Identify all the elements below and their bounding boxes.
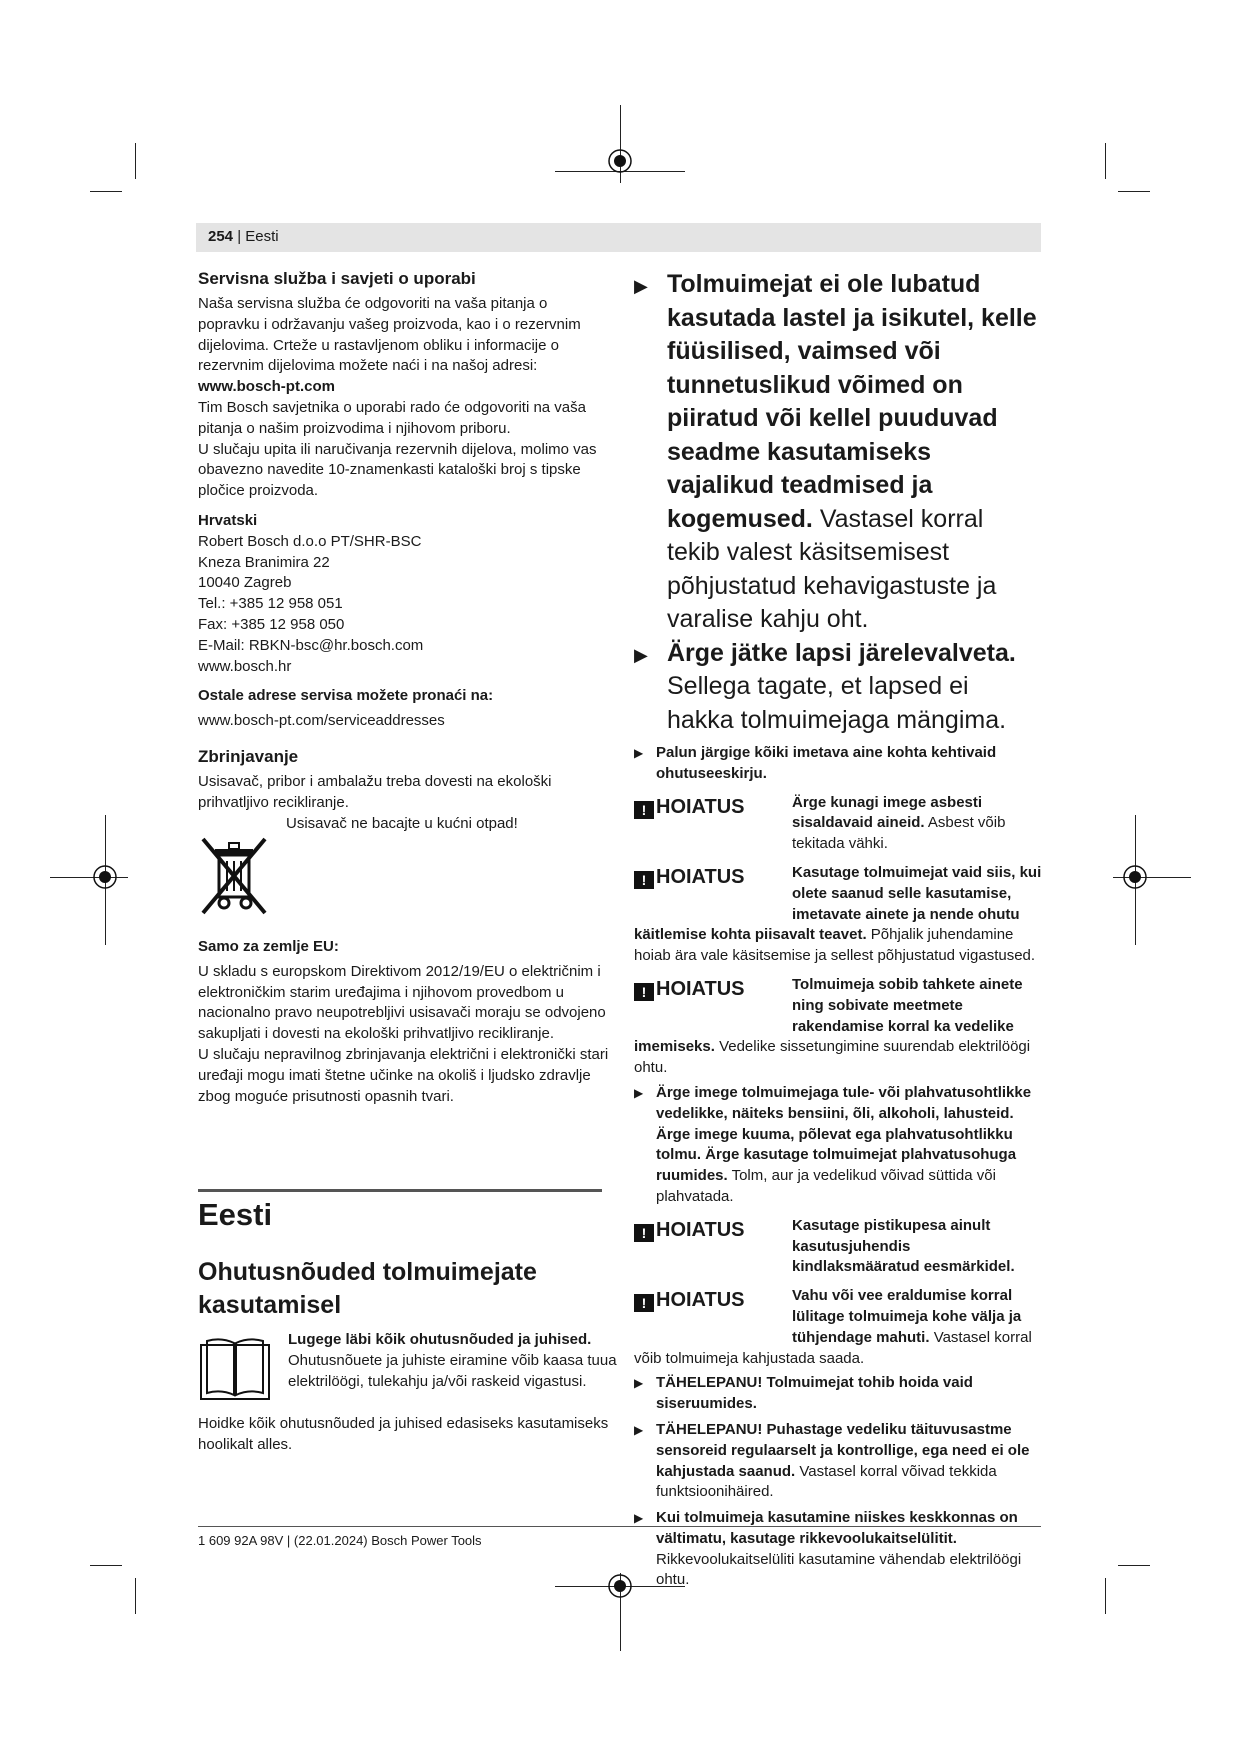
bullet-bold: TÄHELEPANU! Tolmuimejat tohib hoida vaid siseruumides. bbox=[656, 1374, 973, 1413]
address-line: E-Mail: RBKN-bsc@hr.bosch.com bbox=[198, 636, 424, 654]
warning-bold: Tolmuimeja sobib tahkete ainete ning sobivate meetmete rakendamise korral ka vedelike imemiseks. bbox=[634, 975, 1023, 1056]
warning-label bbox=[634, 1288, 792, 1332]
footer-divider bbox=[198, 1526, 1041, 1527]
warning-text: Põhjalik juhendamine hoiab ära vale käsitsemise ja sellest põhjustatud vigastused. bbox=[634, 926, 1036, 965]
weee-bin-icon bbox=[199, 833, 271, 918]
language-section-title: Eesti bbox=[198, 1197, 273, 1232]
bullet-text: Vastasel korral võivad tekkida funktsioonihäired. bbox=[656, 1462, 997, 1501]
bullet-icon: ▶ bbox=[634, 1376, 644, 1391]
warning-bold: Kasutage tolmuimejat vaid siis, kui olete saanud selle kasutamise, imetavate ainete ja nende ohutu käitlemise kohta piisavalt teavet. bbox=[634, 863, 1042, 944]
warning-label-text: HOIATUS bbox=[656, 1289, 745, 1312]
warning-block bbox=[634, 793, 1042, 855]
list-item bbox=[634, 637, 1042, 738]
service-text: Naša servisna služba će odgovoriti na vaša pitanja o popravku i održavanju vašeg proizvoda, kao i o rezervnim dijelovima. Crteže u rastavljenom obliku i informacije o rezervnim dijelovima možete naći i na našoj adresi: bbox=[198, 295, 581, 375]
warning-bold: Vahu või vee eraldumise korral lülitage tolmuimeja kohe välja ja tühjendage mahuti. bbox=[792, 1287, 1022, 1346]
section-divider bbox=[198, 1189, 602, 1192]
bullet-text: Tolm, aur ja vedelikud võivad süttida või plahvatada. bbox=[656, 1167, 996, 1205]
keep-instructions: Hoidke kõik ohutusnõuded ja juhised edasiseks kasutamiseks hoolikalt alles. bbox=[198, 1415, 609, 1453]
address-line: Fax: +385 12 958 050 bbox=[198, 615, 345, 633]
bullet-text: Sellega tagate, et lapsed ei hakka tolmuimejaga mängima. bbox=[667, 672, 1007, 734]
bullet-icon: ▶ bbox=[634, 1511, 644, 1526]
service-heading: Servisna služba i savjeti o uporabi bbox=[198, 269, 476, 288]
bullet-icon: ▶ bbox=[634, 1422, 644, 1437]
bullet-text: Rikkevoolukaitselüliti kasutamine vähendab elektrilöögi ohtu. bbox=[656, 1550, 1022, 1589]
read-bold: Lugege läbi kõik ohutusnõuded ja juhised. bbox=[288, 1331, 592, 1348]
crop-mark bbox=[90, 1565, 122, 1566]
bullet-text: Vastasel korral tekib valest käsitsemisest põhjustatud kehavigastuste ja varalise kahju oht. bbox=[667, 504, 997, 633]
bullet-bold: Ärge jätke lapsi järelevalveta. bbox=[667, 638, 1016, 667]
address-line: Tel.: +385 12 958 051 bbox=[198, 595, 343, 613]
crop-mark bbox=[1105, 1578, 1106, 1614]
country-label: Hrvatski bbox=[198, 511, 258, 529]
eu-text: U skladu s europskom Direktivom 2012/19/EU o električnim i elektroničkim starim uređajima i njihovom provedbom u nacionalno pravo neupotrebljivi usisavači moraju se odvojeno sakupljati i dovesti na ekološki prihvatljivo recikliranje. bbox=[198, 962, 606, 1043]
page-number-value: 254 bbox=[208, 228, 234, 245]
crop-mark bbox=[1118, 1565, 1150, 1566]
warning-text: Asbest võib tekitada vähki. bbox=[792, 814, 1006, 853]
warning-bold: Ärge kunagi imege asbesti sisaldavaid aineid. bbox=[792, 793, 983, 832]
warning-label bbox=[634, 795, 792, 839]
bullet-bold: Kui tolmuimeja kasutamine niiskes keskkonnas on vältimatu, kasutage rikkevoolukaitselülitit. bbox=[656, 1509, 1018, 1547]
list-item bbox=[634, 1083, 1042, 1208]
warning-label bbox=[634, 865, 792, 909]
warning-label-text: HOIATUS bbox=[656, 865, 745, 888]
warning-text: Vastasel korral võib tolmuimeja kahjustada saada. bbox=[634, 1328, 1032, 1367]
bullet-icon: ▶ bbox=[634, 746, 644, 760]
left-column bbox=[198, 268, 608, 834]
warning-label-text: HOIATUS bbox=[656, 1218, 745, 1241]
service-text: Tim Bosch savjetnika o uporabi rado će odgovoriti na vaša pitanja o našim proizvodima i njihovom priboru. bbox=[198, 398, 586, 437]
warning-block bbox=[634, 1286, 1042, 1369]
manual-book-icon bbox=[199, 1335, 271, 1403]
service-url[interactable]: www.bosch-pt.com bbox=[198, 378, 335, 396]
warning-triangle-icon: ! bbox=[634, 983, 654, 1001]
list-item bbox=[634, 1373, 1042, 1415]
warning-text: Vedelike sissetungimine suurendab elektrilöögi ohtu. bbox=[634, 1038, 1031, 1077]
safety-title: Ohutusnõuded tolmuimejate kasutamisel bbox=[198, 1258, 537, 1319]
crop-mark bbox=[1118, 191, 1150, 192]
warning-label-text: HOIATUS bbox=[656, 795, 745, 818]
bullet-icon: ▶ bbox=[634, 276, 648, 296]
crop-mark bbox=[135, 143, 136, 179]
registration-target-icon bbox=[90, 862, 120, 892]
service-text: U slučaju upita ili naručivanja rezervnih dijelova, molimo vas obavezno navedite 10-znamenkasti kataloški broj s tipske pločice proizvoda. bbox=[198, 440, 597, 500]
warning-triangle-icon: ! bbox=[634, 801, 654, 819]
page-header bbox=[196, 223, 1041, 252]
warning-triangle-icon: ! bbox=[634, 871, 654, 889]
warning-block bbox=[634, 863, 1042, 967]
crop-mark bbox=[1105, 143, 1106, 179]
warning-block bbox=[634, 1216, 1042, 1278]
bullet-bold: TÄHELEPANU! Puhastage vedeliku täituvusastme sensoreid regulaarselt ja kontrollige, ega need ei ole kahjustada saanud. bbox=[656, 1420, 1030, 1480]
warning-label bbox=[634, 977, 792, 1021]
header-language: Eesti bbox=[245, 228, 279, 245]
other-addresses-url[interactable]: www.bosch-pt.com/serviceaddresses bbox=[198, 712, 445, 730]
warning-bold: Kasutage pistikupesa ainult kasutusjuhendis kindlaksmääratud eesmärkidel. bbox=[792, 1216, 1015, 1276]
list-item bbox=[634, 268, 1042, 637]
other-addresses-label: Ostale adrese servisa možete pronaći na: bbox=[198, 687, 494, 705]
bullet-bold: Ärge imege tolmuimejaga tule- või plahvatusohtlikke vedelikke, näiteks bensiini, õli, alkoholi, lahusteid. Ärge imege kuuma, põlevat ega plahvatusohtlikku tolmu. Ärge kasutage tolmuimejat plahvatusohuga ruumides. bbox=[656, 1083, 1032, 1185]
crop-mark bbox=[135, 1578, 136, 1614]
registration-target-icon bbox=[1120, 862, 1150, 892]
page-footer: 1 609 92A 98V | (22.01.2024) Bosch Power Tools bbox=[198, 1533, 482, 1548]
bullet-icon: ▶ bbox=[634, 644, 648, 665]
address-line: Kneza Branimira 22 bbox=[198, 553, 330, 571]
crop-mark bbox=[90, 191, 122, 192]
address-line: 10040 Zagreb bbox=[198, 574, 292, 592]
disposal-warning: Usisavač ne bacajte u kućni otpad! bbox=[286, 814, 518, 832]
page-number: 254 | Eesti bbox=[208, 228, 279, 245]
address-line: Robert Bosch d.o.o PT/SHR-BSC bbox=[198, 532, 422, 550]
right-column bbox=[634, 268, 1042, 1591]
registration-target-icon bbox=[605, 146, 635, 176]
list-item bbox=[634, 1508, 1042, 1591]
read-text: Ohutusnõuete ja juhiste eiramine võib kaasa tuua elektrilöögi, tulekahju ja/või raskeid vigastusi. bbox=[288, 1351, 617, 1390]
address-line[interactable]: www.bosch.hr bbox=[198, 657, 292, 675]
registration-target-icon bbox=[605, 1571, 635, 1601]
warning-triangle-icon: ! bbox=[634, 1294, 654, 1312]
eu-section bbox=[198, 937, 613, 1107]
read-instructions bbox=[288, 1330, 618, 1392]
disposal-text: Usisavač, pribor i ambalažu treba dovesti na ekološki prihvatljivo recikliranje. bbox=[198, 772, 552, 811]
eu-text: U slučaju nepravilnog zbrinjavanja električni i elektronički stari uređaji mogu imati štetne učinke na okoliš i ljudsko zdravlje zbog moguće prisutnosti opasnih tvari. bbox=[198, 1045, 609, 1105]
list-item bbox=[634, 743, 1042, 785]
bullet-icon: ▶ bbox=[634, 1085, 644, 1100]
bullet-bold: Tolmuimejat ei ole lubatud kasutada lastel ja isikutel, kelle füüsilised, vaimsed või tunnetuslikud võimed on piiratud või kellel puuduvad seadme kasutamiseks vajalikud teadmised ja kogemused. bbox=[667, 270, 1037, 533]
list-item bbox=[634, 1420, 1042, 1503]
warning-label bbox=[634, 1218, 792, 1262]
eu-heading: Samo za zemlje EU: bbox=[198, 938, 339, 955]
bullet-bold: Palun järgige kõiki imetava aine kohta kehtivaid ohutuseeskirju. bbox=[656, 744, 997, 782]
warning-label-text: HOIATUS bbox=[656, 977, 745, 1000]
warning-block bbox=[634, 975, 1042, 1079]
warning-triangle-icon: ! bbox=[634, 1224, 654, 1242]
disposal-heading: Zbrinjavanje bbox=[198, 746, 299, 766]
